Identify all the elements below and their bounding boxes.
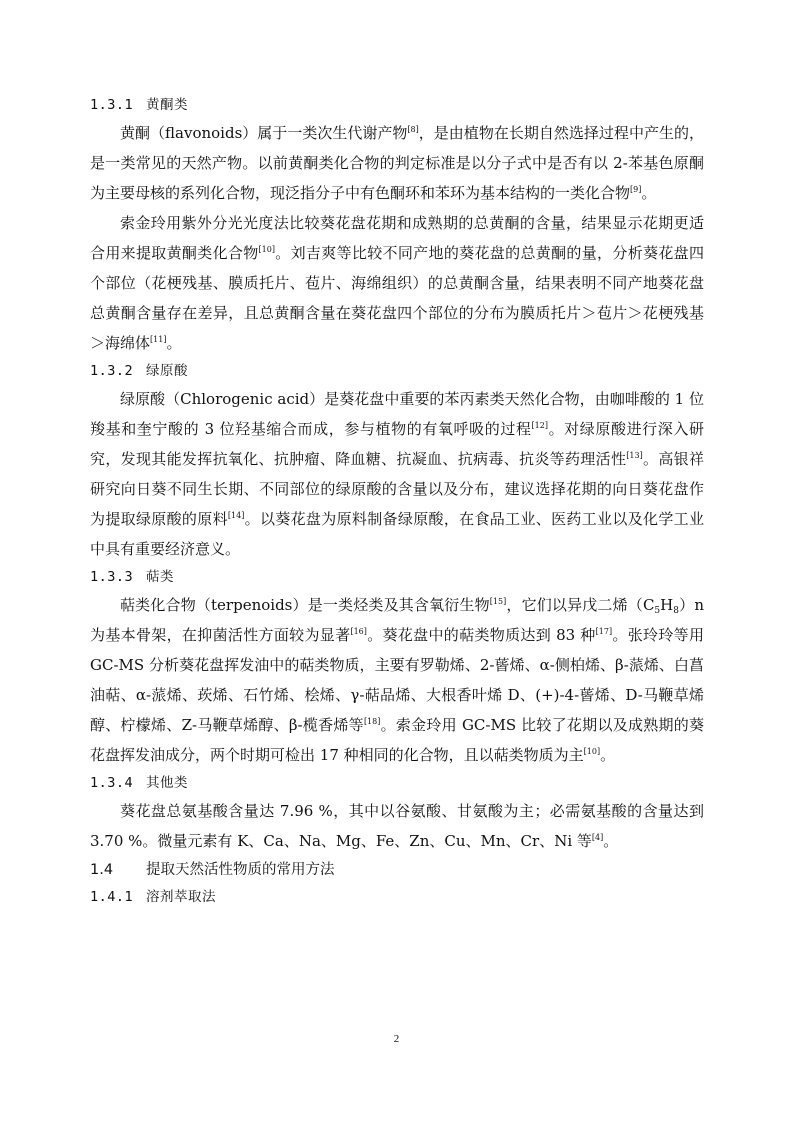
citation: [13] — [626, 451, 643, 460]
text-run: 黄酮（flavonoids）属于一类次生代谢产物 — [120, 124, 408, 142]
citation: [8] — [407, 125, 419, 134]
body-paragraph — [90, 796, 704, 856]
text-run: 。 — [166, 334, 182, 352]
text-run: ）n 为基本骨架，在抑菌活性方面较为显著 — [90, 596, 704, 644]
heading-title: 溶剂萃取法 — [146, 889, 216, 905]
body-paragraph — [90, 384, 704, 564]
heading-number: 1.4.1 — [90, 889, 134, 905]
text-run: H — [660, 596, 674, 614]
text-run: 绿原酸（Chlorogenic acid）是葵花盘中重要的苯丙素类天然化合物，由咖啡酸的 1 位羧基和奎宁酸的 3 位羟基缩合而成，参与植物的有氧呼吸的过程 — [90, 390, 704, 438]
body-paragraph — [90, 208, 704, 358]
citation: [16] — [350, 627, 367, 636]
subsection-heading — [90, 92, 704, 118]
text-run: 。对绿原酸进行深入研究，发现其能发挥抗氧化、抗肿瘤、降血糖、抗凝血、抗病毒、抗炎等药理活性 — [90, 420, 704, 468]
citation: [14] — [227, 511, 245, 520]
text-run: 。 — [603, 832, 619, 850]
heading-number: 1.3.3 — [90, 569, 134, 585]
heading-title: 其他类 — [146, 775, 188, 791]
heading-title: 提取天然活性物质的常用方法 — [146, 862, 335, 878]
citation: [18] — [363, 717, 381, 726]
text-run: 萜类化合物（terpenoids）是一类烃类及其含氧衍生物 — [120, 596, 490, 614]
citation: [11] — [150, 335, 167, 344]
heading-title: 绿原酸 — [146, 363, 188, 379]
citation: [4] — [591, 833, 604, 842]
heading-title: 萜类 — [146, 569, 174, 585]
text-run: 葵花盘总氨基酸含量达 7.96 %，其中以谷氨酸、甘氨酸为主；必需氨基酸的含量达到 3.70 %。微量元素有 K、Ca、Na、Mg、Fe、Zn、Cu、Mn、Cr、Ni 等 — [90, 802, 704, 850]
body-paragraph — [90, 118, 704, 208]
citation: [12] — [531, 421, 548, 430]
text-run: 。刘吉爽等比较不同产地的葵花盘的总黄酮的量，分析葵花盘四个部位（花梗残基、膜质托片、苞片、海绵组织）的总黄酮含量，结果表明不同产地葵花盘总黄酮含量存在差异，且总黄酮含量在葵花盘四个部位的分布为膜质托片＞苞片＞花梗残基＞海绵体 — [90, 244, 704, 352]
text-run: 。高银祥研究向日葵不同生长期、不同部位的绿原酸的含量以及分布，建议选择花期的向日葵花盘作为提取绿原酸的原料 — [90, 450, 704, 528]
text-run: ，它们以异戊二烯（C — [506, 596, 655, 614]
text-run: 。张玲玲等用 GC-MS 分析葵花盘挥发油中的萜类物质，主要有罗勒烯、2-蒈烯、α-侧柏烯、β-蒎烯、白菖油萜、α-蒎烯、莰烯、石竹烯、桧烯、γ-萜品烯、大根香叶烯 D、(+)-4-蒈烯、D-马鞭草烯醇、柠檬烯、Z-马鞭草烯醇、β-榄香烯等 — [90, 626, 704, 734]
subsection-heading — [90, 884, 704, 910]
citation: [17] — [595, 627, 613, 636]
subsection-heading — [90, 564, 704, 590]
body-paragraph — [90, 590, 704, 770]
subscript: 5 — [654, 606, 661, 616]
heading-number: 1.4 — [90, 862, 114, 878]
citation: [10] — [583, 747, 601, 756]
text-run: 。葵花盘中的萜类物质达到 83 种 — [366, 626, 596, 644]
subsection-heading — [90, 770, 704, 796]
section-heading — [90, 856, 704, 884]
citation: [15] — [489, 597, 507, 606]
text-run: 。 — [600, 746, 616, 764]
heading-number: 1.3.2 — [90, 363, 134, 379]
page-number: 2 — [393, 1033, 400, 1045]
heading-number: 1.3.1 — [90, 97, 134, 113]
subscript: 8 — [673, 606, 679, 616]
text-run: 。索金玲用 GC-MS 比较了花期以及成熟期的葵花盘挥发油成分，两个时期可检出 17 种相同的化合物，且以萜类物质为主 — [90, 716, 705, 764]
text-run: 索金玲用紫外分光光度法比较葵花盘花期和成熟期的总黄酮的含量，结果显示花期更适合用来提取黄酮类化合物 — [90, 214, 704, 262]
heading-title: 黄酮类 — [146, 97, 188, 113]
text-run: 。以葵花盘为原料制备绿原酸，在食品工业、医药工业以及化学工业中具有重要经济意义。 — [90, 510, 704, 558]
text-run: ，是由植物在长期自然选择过程中产生的，是一类常见的天然产物。以前黄酮类化合物的判定标准是以分子式中是否有以 2-苯基色原酮为主要母核的系列化合物，现泛指分子中有色酮环和苯环为基本结构的一类化合物 — [90, 124, 704, 202]
heading-number: 1.3.4 — [90, 775, 134, 791]
citation: [10] — [258, 245, 275, 254]
subsection-heading — [90, 358, 704, 384]
text-run: 。 — [641, 184, 657, 202]
citation: [9] — [630, 185, 642, 194]
page-body — [90, 92, 704, 910]
